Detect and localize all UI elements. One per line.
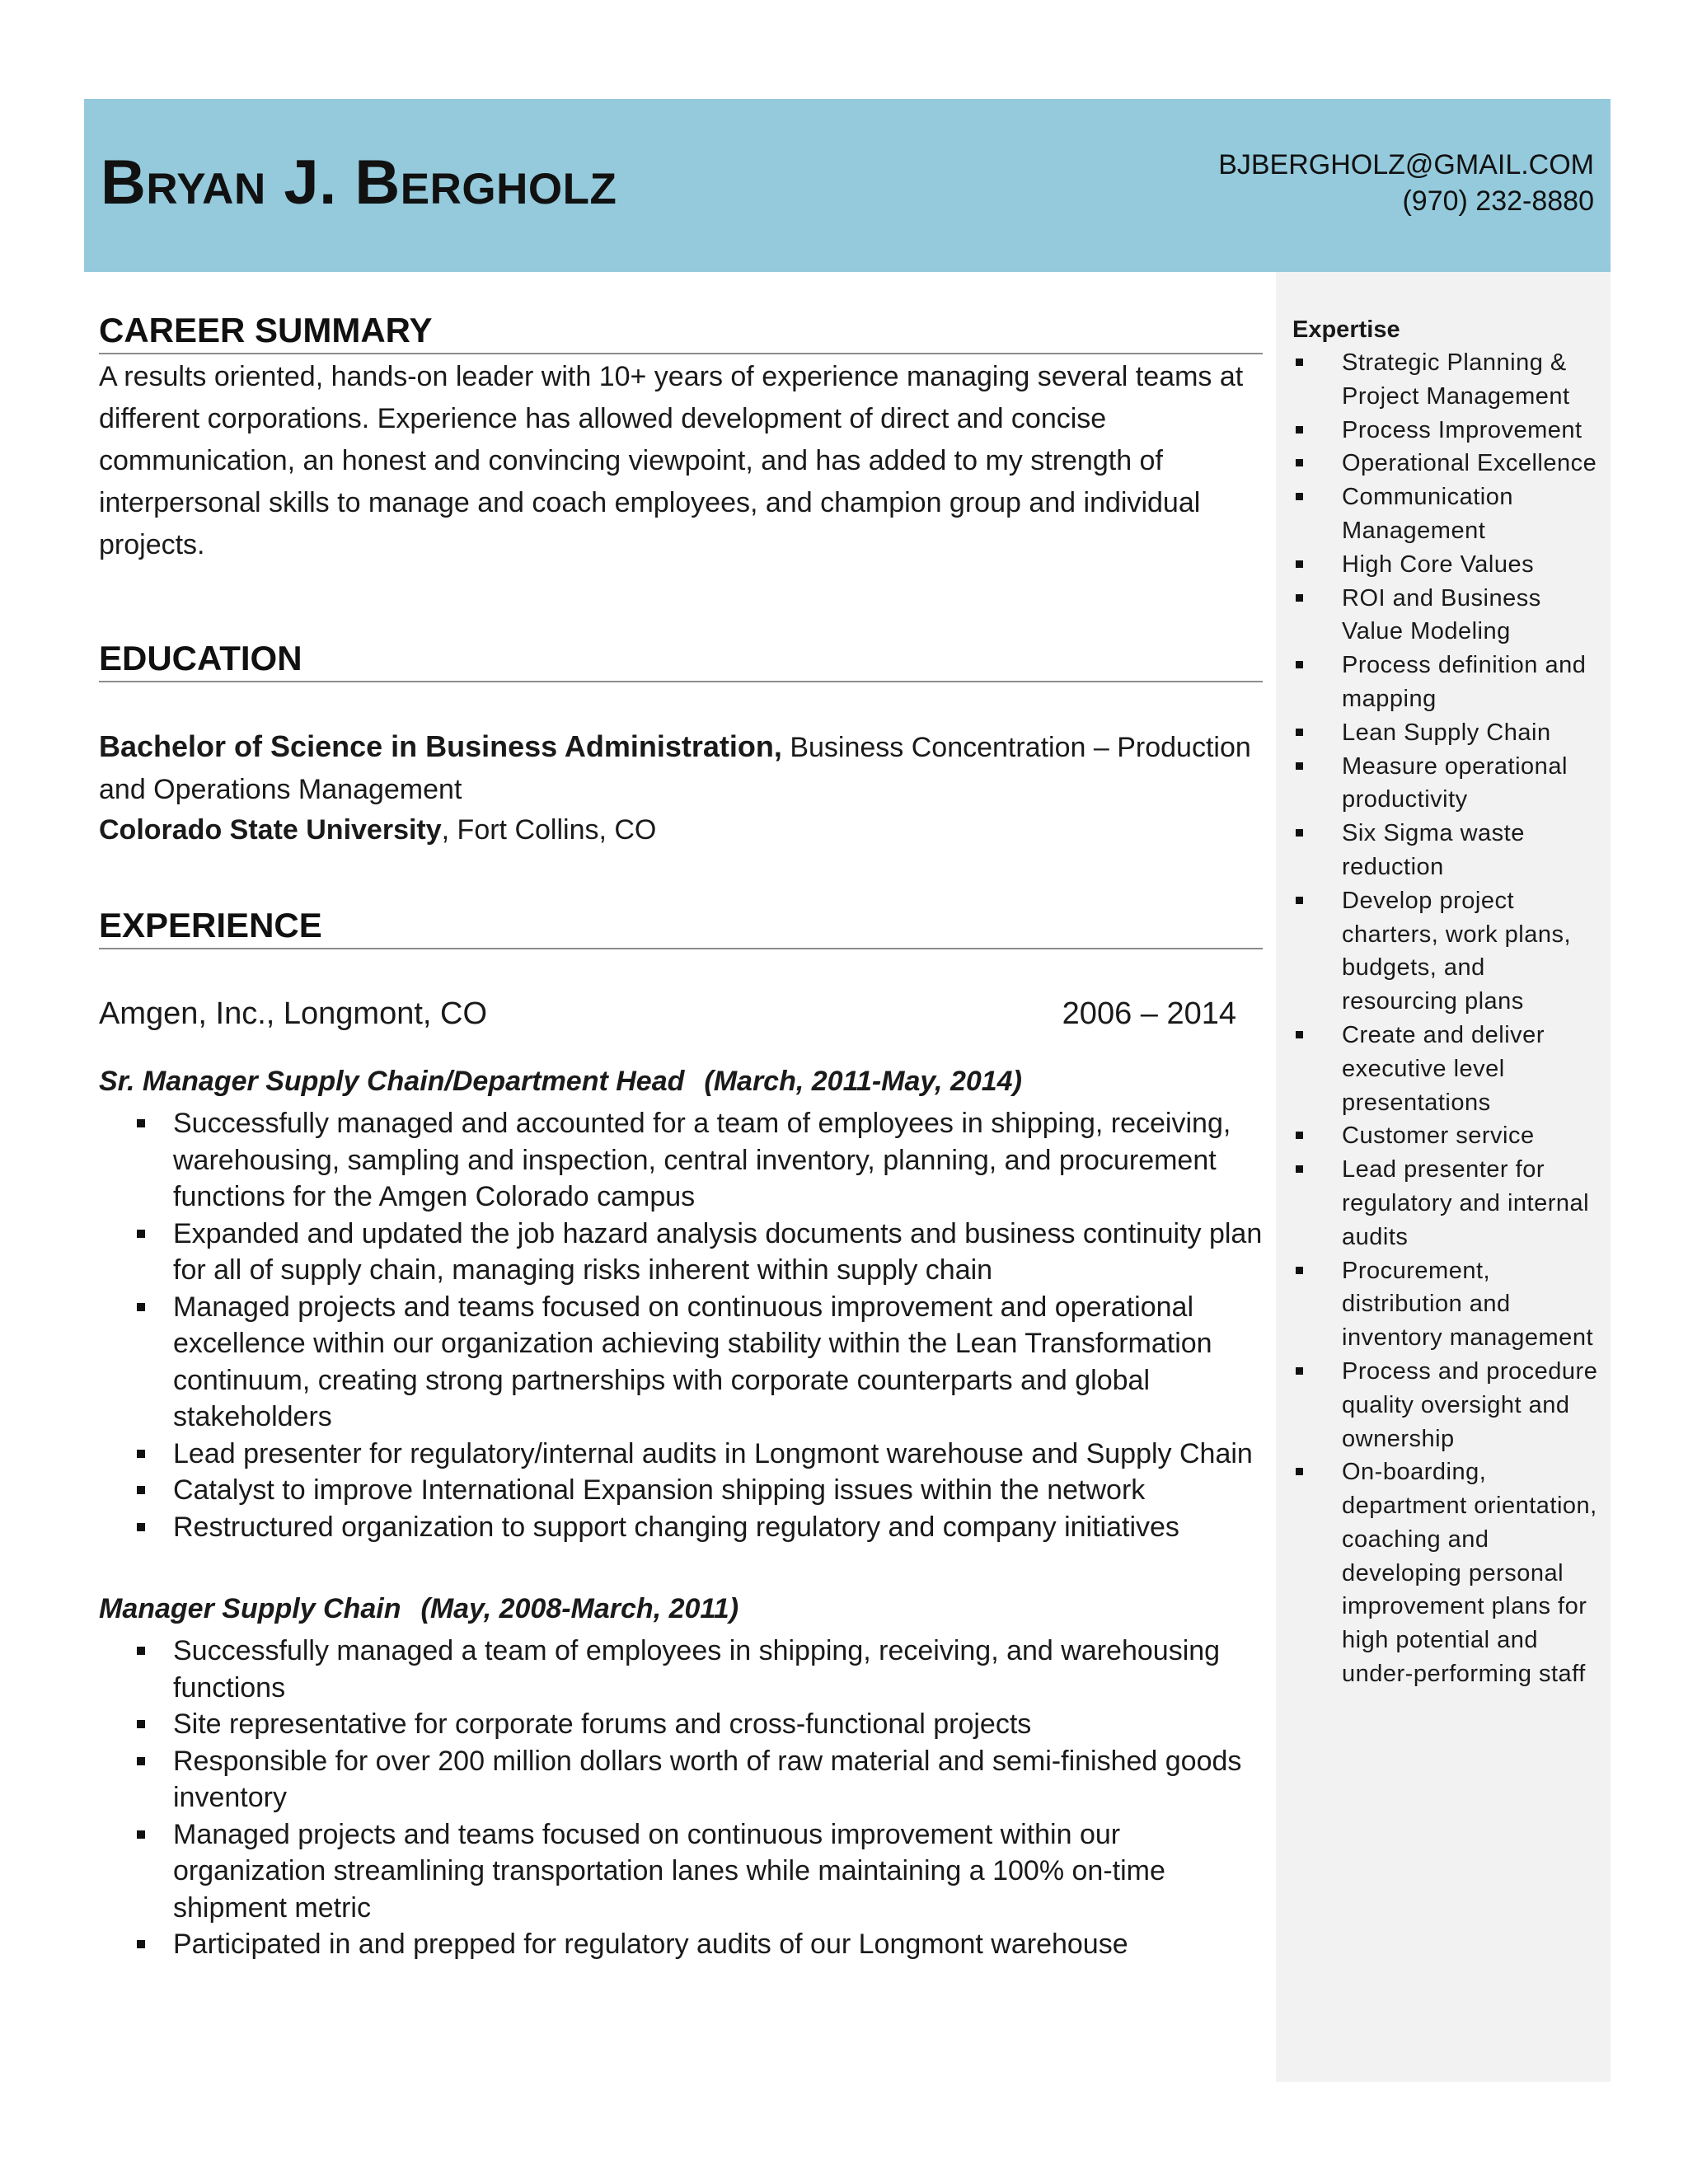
expertise-item: Lean Supply Chain: [1292, 716, 1606, 750]
career-summary-text: A results oriented, hands-on leader with 10+ years of experience managing several teams at different corporations. Experience has allowed development of direct and concise communication, an honest and convincing viewpoint, and has added to my strength of interpersonal skills to manage and coach employees, and champion group and individual projects.: [99, 361, 1244, 560]
education-school-line: [99, 809, 1263, 851]
list-item: Managed projects and teams focused on continuous improvement within our organization streamlining transportation lanes while maintaining a 100% on-time shipment metric: [99, 1816, 1263, 1927]
employment-dates: 2006 – 2014: [1062, 996, 1236, 1031]
list-item: Restructured organization to support changing regulatory and company initiatives: [99, 1509, 1263, 1546]
list-item: Lead presenter for regulatory/internal audits in Longmont warehouse and Supply Chain: [99, 1436, 1263, 1473]
list-item: Catalyst to improve International Expansion shipping issues within the network: [99, 1472, 1263, 1509]
expertise-item: Process Improvement: [1292, 414, 1606, 448]
list-item: Expanded and updated the job hazard analysis documents and business continuity plan for all of supply chain, managing risks inherent within supply chain: [99, 1216, 1263, 1289]
expertise-item: On-boarding, department orientation, coaching and developing personal improvement plans for high potential and under-performing staff: [1292, 1455, 1606, 1691]
expertise-item: Communication Management: [1292, 480, 1606, 548]
expertise-item: Six Sigma waste reduction: [1292, 817, 1606, 884]
degree-concentration: Business Concentration – Production and Operations Management: [99, 732, 1251, 805]
list-item: Managed projects and teams focused on continuous improvement and operational excellence within our organization achieving stability within the Lean Transformation continuum, creating strong partnerships with corporate counterparts and global stakeholders: [99, 1289, 1263, 1436]
expertise-item: Develop project charters, work plans, budgets, and resourcing plans: [1292, 884, 1606, 1019]
employer-line: [99, 994, 1236, 1033]
expertise-item: Process definition and mapping: [1292, 649, 1606, 716]
job-title: [99, 1063, 1022, 1099]
job-period: (March, 2011-May, 2014): [704, 1066, 1022, 1097]
education-heading: EDUCATION: [99, 641, 1263, 682]
expertise-title: Expertise: [1292, 316, 1400, 343]
expertise-sidebar: [1276, 272, 1611, 2082]
list-item: Responsible for over 200 million dollars worth of raw material and semi-finished goods inventory: [99, 1743, 1263, 1816]
school-name: Colorado State University: [99, 814, 442, 846]
expertise-item: Lead presenter for regulatory and internal audits: [1292, 1153, 1606, 1254]
expertise-item: Procurement, distribution and inventory management: [1292, 1254, 1606, 1355]
degree-name: Bachelor of Science in Business Administration,: [99, 729, 782, 763]
expertise-item: Operational Excellence: [1292, 447, 1606, 480]
school-location: , Fort Collins, CO: [441, 814, 657, 846]
expertise-item: Process and procedure quality oversight and ownership: [1292, 1355, 1606, 1455]
list-item: Participated in and prepped for regulatory audits of our Longmont warehouse: [99, 1926, 1263, 1963]
education-degree-line: [99, 725, 1263, 811]
expertise-item: Create and deliver executive level presentations: [1292, 1019, 1606, 1119]
contact-info: [1218, 147, 1594, 219]
employer-name: Amgen, Inc., Longmont, CO: [99, 996, 488, 1031]
candidate-name: Bryan J. Bergholz: [101, 148, 617, 218]
resume-header: [84, 99, 1611, 272]
job-period: (May, 2008-March, 2011): [420, 1593, 739, 1624]
expertise-list: [1292, 346, 1606, 1691]
job-bullets: [99, 1633, 1263, 1963]
experience-heading: EXPERIENCE: [99, 908, 1263, 949]
job-title-text: Manager Supply Chain: [99, 1593, 401, 1624]
expertise-item: Customer service: [1292, 1119, 1606, 1153]
list-item: Site representative for corporate forums and cross-functional projects: [99, 1706, 1263, 1743]
job-bullets: [99, 1105, 1263, 1545]
email-address[interactable]: BJBERGHOLZ@GMAIL.COM: [1218, 149, 1594, 180]
job-title: [99, 1591, 738, 1627]
list-item: Successfully managed a team of employees in shipping, receiving, and warehousing functions: [99, 1633, 1263, 1706]
phone-number: (970) 232-8880: [1402, 185, 1594, 217]
list-item: Successfully managed and accounted for a team of employees in shipping, receiving, warehousing, sampling and inspection, central inventory, planning, and procurement functions for the Amgen Colorado campus: [99, 1105, 1263, 1216]
job-title-text: Sr. Manager Supply Chain/Department Head: [99, 1066, 685, 1097]
career-summary-heading: CAREER SUMMARY: [99, 313, 1263, 354]
expertise-item: ROI and Business Value Modeling: [1292, 582, 1606, 649]
expertise-item: Measure operational productivity: [1292, 750, 1606, 818]
expertise-item: High Core Values: [1292, 548, 1606, 582]
expertise-item: Strategic Planning & Project Management: [1292, 346, 1606, 414]
